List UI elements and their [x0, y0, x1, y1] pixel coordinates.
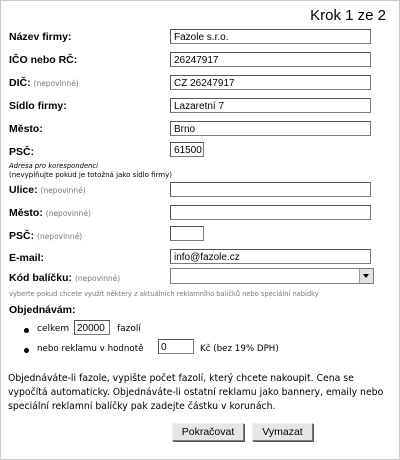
- dic-optional-note: (nepovinné): [33, 79, 79, 88]
- package-label: [9, 272, 120, 284]
- street-input[interactable]: [170, 182, 371, 197]
- bullet-icon: [24, 328, 29, 333]
- corr-zip-input[interactable]: [170, 226, 204, 241]
- info-paragraph: Objednáváte-li fazole, vypište počet fazolí, který chcete nakoupit. Cena se vypočítá automaticky. Objednáváte-li ostatní reklamu jako bannery, emaily nebo speciální reklamní balíčky pak zadejte částku v korunách.: [8, 373, 384, 412]
- continue-button[interactable]: Pokračovat: [172, 423, 244, 441]
- ico-input[interactable]: 26247917: [170, 52, 371, 67]
- city-input[interactable]: Brno: [170, 121, 371, 136]
- company-label: Název firmy:: [9, 31, 72, 43]
- package-optional-note: (nepovinné): [74, 274, 121, 283]
- dic-label: [9, 77, 79, 89]
- corr-city-optional-note: (nepovinné): [45, 209, 91, 218]
- corr-city-input[interactable]: [170, 205, 371, 220]
- email-label: E-mail:: [9, 252, 45, 264]
- bullet-icon: [24, 348, 29, 353]
- order-ads-suffix: Kč (bez 19% DPH): [200, 344, 279, 354]
- chevron-down-icon[interactable]: [359, 269, 373, 283]
- dic-input[interactable]: CZ 26247917: [170, 75, 371, 90]
- ico-label: IČO nebo RČ:: [9, 54, 78, 66]
- correspondence-note: (nevyplňujte pokud je totožná jako sídlo firmy): [9, 171, 172, 179]
- package-hint: vyberte pokud chcete využít některý z aktuálních reklamního balíčků nebo speciální nabídky: [9, 290, 319, 298]
- street-label: [9, 184, 86, 196]
- corr-zip-optional-note: (nepovinné): [37, 232, 83, 241]
- order-ads-prefix: nebo reklamu v hodnotě: [37, 344, 144, 354]
- company-input[interactable]: Fazole s.r.o.: [170, 29, 371, 44]
- package-select[interactable]: [170, 268, 374, 284]
- dic-label-text: DIČ:: [9, 77, 31, 89]
- correspondence-title: Adresa pro korespondenci: [9, 162, 99, 170]
- order-total-prefix: celkem: [37, 324, 70, 334]
- zip-label: PSČ:: [9, 146, 35, 158]
- street-optional-note: (nepovinné): [40, 186, 86, 195]
- corr-city-label-text: Město:: [9, 207, 43, 219]
- email-input[interactable]: info@fazole.cz: [170, 249, 371, 264]
- reset-button[interactable]: Vymazat: [252, 423, 313, 441]
- order-title: Objednávám:: [9, 304, 76, 316]
- address-input[interactable]: Lazaretní 7: [170, 98, 371, 113]
- zip-input[interactable]: 61500: [170, 142, 204, 157]
- package-label-text: Kód balíčku:: [9, 272, 73, 284]
- city-label: Město:: [9, 123, 43, 135]
- corr-city-label: [9, 207, 91, 219]
- corr-zip-label-text: PSČ:: [9, 230, 35, 242]
- order-total-input[interactable]: 20000: [74, 320, 110, 335]
- step-indicator: Krok 1 ze 2: [310, 7, 386, 24]
- order-ads-input[interactable]: 0: [158, 339, 194, 354]
- corr-zip-label: [9, 230, 82, 242]
- address-label: Sídlo firmy:: [9, 100, 67, 112]
- order-total-suffix: fazolí: [117, 324, 141, 334]
- street-label-text: Ulice:: [9, 184, 38, 196]
